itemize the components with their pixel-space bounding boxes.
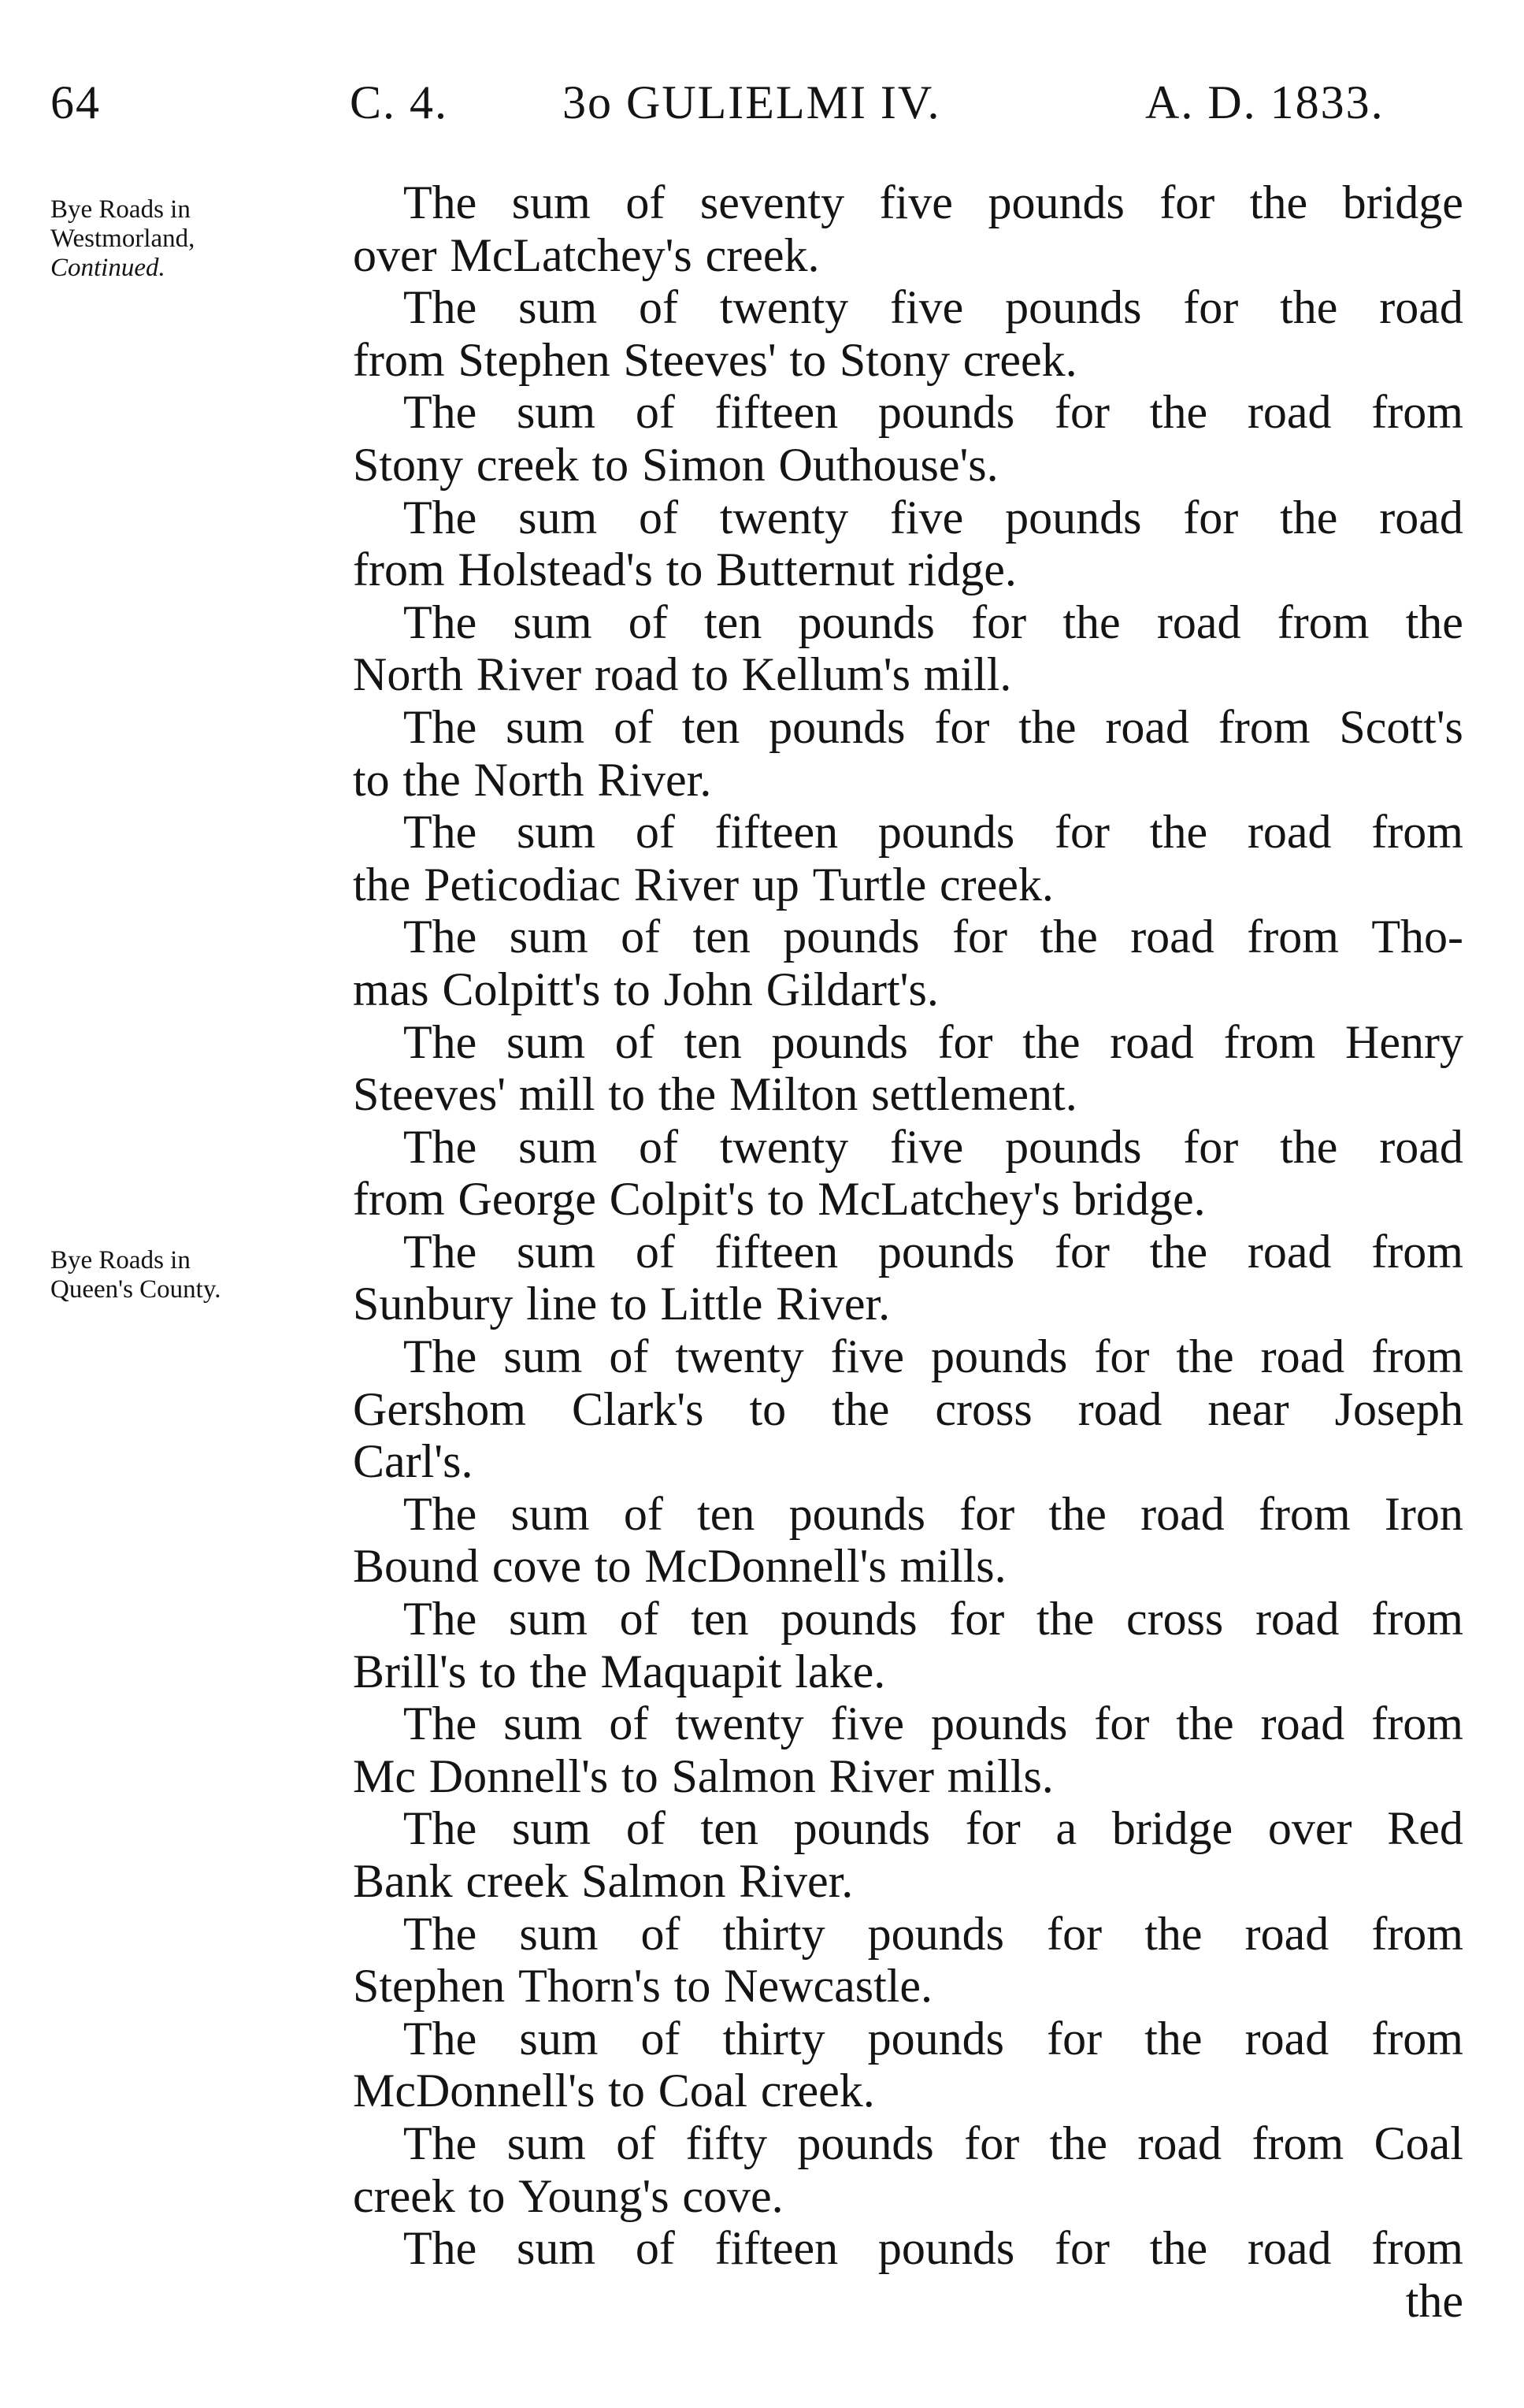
text-line: Steeves' mill to the Milton settlement. — [353, 1068, 1077, 1121]
margin-note-line: Queen's County. — [50, 1275, 221, 1304]
text-line: The sum of seventy five pounds for the bridge — [403, 176, 1463, 228]
text-line: McDonnell's to Coal creek. — [353, 2065, 875, 2117]
text-line: North River road to Kellum's mill. — [353, 648, 1012, 701]
text-line: Mc Donnell's to Salmon River mills. — [353, 1749, 1054, 1802]
text-line: The sum of fifteen pounds for the road from — [403, 386, 1463, 439]
page-number: 64 — [50, 76, 101, 128]
regnal-year: 3o GULIELMI IV. — [562, 76, 941, 128]
text-line: The sum of twenty five pounds for the road from — [403, 1330, 1463, 1383]
text-line: mas Colpitt's to John Gildart's. — [353, 963, 939, 1015]
text-line: Carl's. — [353, 1435, 473, 1488]
text-line: The sum of fifty pounds for the road from Coal — [403, 2117, 1463, 2169]
text-line: The sum of thirty pounds for the road from — [403, 1907, 1463, 1960]
text-line: the Peticodiac River up Turtle creek. — [353, 858, 1054, 911]
text-line: The sum of ten pounds for the road from Tho- — [403, 911, 1463, 963]
text-line: The sum of fifteen pounds for the road from — [403, 806, 1463, 859]
year-reference: A. D. 1833. — [1145, 76, 1385, 128]
text-line: The sum of twenty five pounds for the road from — [403, 1697, 1463, 1750]
text-line: The sum of ten pounds for the cross road from — [403, 1593, 1463, 1646]
main-text-column — [353, 176, 1463, 2327]
text-line: the — [1405, 2274, 1463, 2327]
text-line: The sum of ten pounds for the road from the — [403, 596, 1463, 648]
text-line: Bound cove to McDonnell's mills. — [353, 1540, 1007, 1593]
text-line: The sum of ten pounds for the road from Henry — [403, 1015, 1463, 1068]
text-line: from Stephen Steeves' to Stony creek. — [353, 333, 1077, 386]
chapter-reference: C. 4. — [350, 76, 449, 128]
margin-note-line: Westmorland, — [50, 224, 195, 253]
text-line: The sum of fifteen pounds for the road from — [403, 1225, 1463, 1278]
text-line: The sum of twenty five pounds for the road — [403, 281, 1463, 334]
text-line: creek to Young's cove. — [353, 2169, 784, 2222]
text-line: Sunbury line to Little River. — [353, 1278, 891, 1330]
text-line: Gershom Clark's to the cross road near Joseph — [353, 1382, 1463, 1435]
text-line: The sum of twenty five pounds for the road — [403, 491, 1463, 544]
text-line: The sum of ten pounds for the road from Iron — [403, 1487, 1463, 1540]
margin-note-line: Bye Roads in — [50, 195, 191, 224]
margin-note-queens-county — [50, 1246, 334, 1304]
text-line: Stony creek to Simon Outhouse's. — [353, 438, 999, 491]
text-line: to the North River. — [353, 753, 712, 806]
text-line: from Holstead's to Butternut ridge. — [353, 544, 1017, 596]
running-header — [50, 76, 1468, 147]
text-line: The sum of thirty pounds for the road from — [403, 2012, 1463, 2065]
margin-note-westmorland — [50, 195, 334, 283]
text-line: The sum of fifteen pounds for the road from — [403, 2222, 1463, 2275]
text-line: The sum of ten pounds for a bridge over Red — [403, 1802, 1463, 1855]
text-line: over McLatchey's creek. — [353, 228, 820, 281]
text-line: Stephen Thorn's to Newcastle. — [353, 1960, 933, 2013]
margin-note-line: Bye Roads in — [50, 1246, 191, 1274]
text-line: from George Colpit's to McLatchey's bridge. — [353, 1173, 1206, 1226]
margin-note-line: Continued. — [50, 254, 165, 282]
text-line: Brill's to the Maquapit lake. — [353, 1645, 886, 1697]
text-line: Bank creek Salmon River. — [353, 1855, 854, 1907]
text-line: The sum of twenty five pounds for the road — [403, 1120, 1463, 1173]
text-line: The sum of ten pounds for the road from Scott's — [403, 700, 1463, 753]
